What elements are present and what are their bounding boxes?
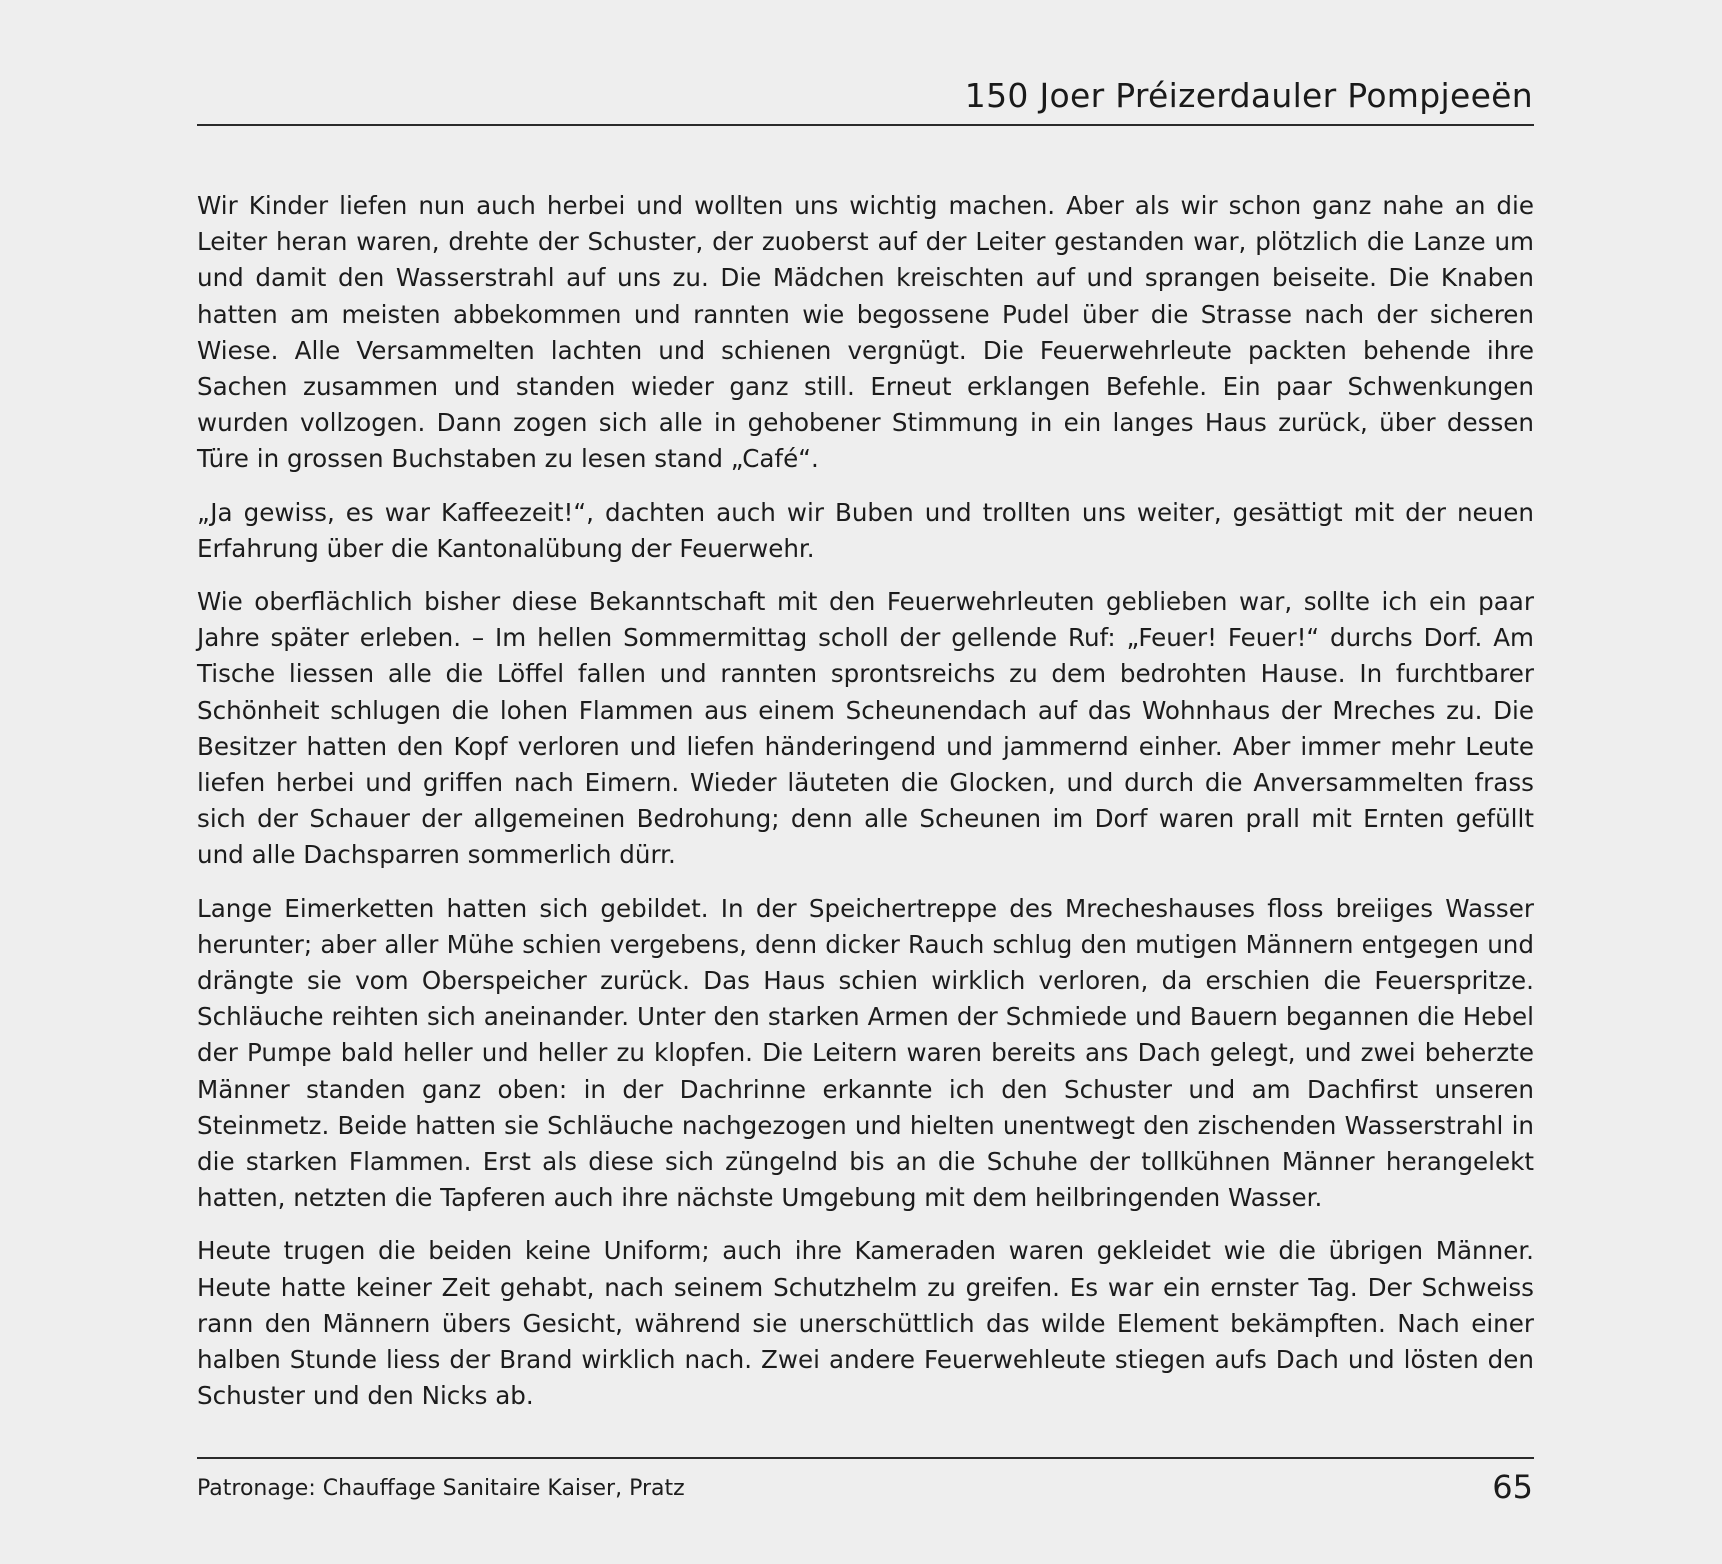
paragraph-1: Wir Kinder liefen nun auch herbei und wollten uns wichtig machen. Aber als wir schon ganz nahe an die Leiter heran waren, drehte der Schuster, der zuoberst auf der Leiter gestanden war, plötzlich die Lanze um und damit den Wasserstrahl auf uns zu. Die Mädchen kreischten auf und sprangen beiseite. Die Knaben hatten am meisten abbekommen und rannten wie begossene Pudel über die Strasse nach der sicheren Wiese. Alle Versammelten lachten und schienen vergnügt. Die Feuerwehrleute packten behende ihre Sachen zusammen und standen wieder ganz still. Erneut erklangen Befehle. Ein paar Schwenkungen wurden vollzogen. Dann zogen sich alle in gehobener Stimmung in ein langes Haus zurück, über dessen Türe in grossen Buchstaben zu lesen stand „Café“. — [197, 191, 1534, 474]
footer-divider — [197, 1457, 1534, 1459]
running-header-title: 150 Joer Préizerdauler Pompjeeën — [964, 76, 1533, 115]
paragraph-2: „Ja gewiss, es war Kaffeezeit!“, dachten auch wir Buben und trollten uns weiter, gesättigt mit der neuen Erfahrung über die Kantonalübung der Feuerwehr. — [197, 497, 1534, 563]
paragraph-4: Lange Eimerketten hatten sich gebildet. In der Speichertreppe des Mrecheshauses floss breiiges Wasser herunter; aber aller Mühe schien vergebens, denn dicker Rauch schlug den mutigen Männern entgegen und drängte sie vom Oberspeicher zurück. Das Haus schien wirklich verloren, da erschien die Feuerspritze. Schläuche reihten sich aneinander. Unter den starken Armen der Schmiede und Bauern begannen die Hebel der Pumpe bald heller und heller zu klopfen. Die Leitern waren bereits ans Dach gelegt, und zwei beherzte Männer standen ganz oben: in der Dachrinne erkannte ich den Schuster und am Dachfirst unseren Steinmetz. Beide hatten sie Schläuche nachgezogen und hielten unentwegt den zischenden Wasserstrahl in die starken Flammen. Erst als diese sich züngelnd bis an die Schuhe der tollkühnen Männer herangelekt hatten, netzten die Tapferen auch ihre nächste Umgebung mit dem heilbringenden Wasser. — [197, 893, 1534, 1213]
header-divider — [197, 124, 1534, 126]
page-number: 65 — [1492, 1468, 1533, 1506]
footer-sponsor-text: Patronage: Chauffage Sanitaire Kaiser, Pratz — [197, 1476, 685, 1501]
paragraph-5: Heute trugen die beiden keine Uniform; auch ihre Kameraden waren gekleidet wie die übrigen Männer. Heute hatte keiner Zeit gehabt, nach seinem Schutzhelm zu greifen. Es war ein ernster Tag. Der Schweiss rann den Männern übers Gesicht, während sie unerschüttlich das wilde Element bekämpften. Nach einer halben Stunde liess der Brand wirklich nach. Zwei andere Feuerwehleute stiegen aufs Dach und lösten den Schuster und den Nicks ab. — [197, 1236, 1534, 1411]
paragraph-3: Wie oberflächlich bisher diese Bekanntschaft mit den Feuerwehrleuten geblieben war, sollte ich ein paar Jahre später erleben. – Im hellen Sommermittag scholl der gellende Ruf: „Feuer! Feuer!“ durchs Dorf. Am Tische liessen alle die Löffel fallen und rannten sprontsreichs zu dem bedrohten Hause. In furchtbarer Schönheit schlugen die lohen Flammen aus einem Scheunendach auf das Wohnhaus der Mreches zu. Die Besitzer hatten den Kopf verloren und liefen händeringend und jammernd einher. Aber immer mehr Leute liefen herbei und griffen nach Eimern. Wieder läuteten die Glocken, und durch die Anversammelten frass sich der Schauer der allgemeinen Bedrohung; denn alle Scheunen im Dorf waren prall mit Ernten gefüllt und alle Dachsparren sommerlich dürr. — [197, 587, 1534, 870]
body-text — [197, 188, 1534, 1432]
